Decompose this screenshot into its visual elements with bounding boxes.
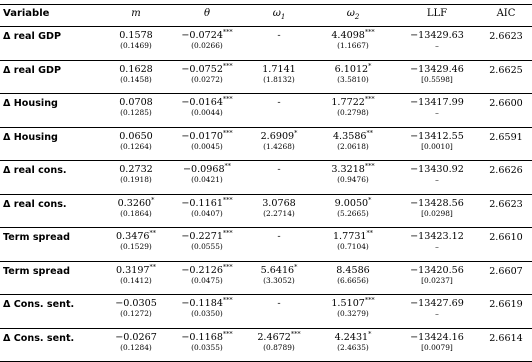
estimate-m	[119, 131, 153, 142]
stderr-theta: (0.0045)	[191, 141, 223, 151]
estimate-value: −13423.12	[410, 231, 464, 242]
cell-theta	[168, 60, 246, 94]
estimate-llf	[410, 198, 464, 209]
aic-value: 2.6610	[480, 228, 532, 262]
estimate-theta	[181, 231, 232, 242]
estimate-llf	[410, 332, 464, 343]
significance-stars: *	[294, 128, 298, 137]
significance-stars: *	[368, 329, 372, 338]
cell-w2	[312, 127, 394, 161]
stderr-w2: (0.9476)	[337, 175, 369, 184]
cell-w2	[312, 328, 394, 362]
cell-w1	[246, 60, 312, 94]
estimate-value: −0.2271	[181, 231, 223, 242]
stderr-w2: (2.0618)	[337, 141, 369, 151]
estimate-value: −13412.55	[410, 130, 464, 142]
cell-w2	[312, 295, 394, 329]
estimate-theta	[181, 262, 233, 276]
variable-label: Term spread	[0, 261, 104, 295]
significance-stars: *	[368, 195, 372, 204]
stderr-theta: (0.0266)	[191, 41, 223, 50]
estimate-w2	[331, 298, 374, 309]
estimate-w1	[277, 164, 280, 175]
significance-stars: ***	[290, 329, 301, 338]
cell-w2	[312, 60, 394, 94]
aic-value: 2.6619	[480, 295, 532, 329]
col-header-omega1: $\omega_1$	[246, 5, 312, 27]
significance-stars: **	[366, 128, 374, 137]
estimate-value: −13417.99	[410, 97, 464, 108]
stderr-theta: (0.0272)	[191, 74, 223, 84]
stderr-m: (0.1918)	[120, 175, 152, 184]
estimate-value: 1.7731	[332, 231, 367, 242]
cell-w1	[246, 161, 312, 195]
estimate-m	[115, 332, 157, 343]
estimate-value: −13420.56	[410, 264, 464, 276]
cell-theta	[168, 27, 246, 61]
cell-m	[104, 127, 168, 161]
stderr-llf: [0.0237]	[421, 275, 453, 285]
stderr-w1: (2.2714)	[263, 208, 295, 218]
estimate-value: -	[277, 231, 281, 242]
estimate-value: -	[277, 298, 281, 309]
significance-stars: ***	[364, 95, 375, 103]
table-row	[0, 27, 532, 61]
cell-llf	[394, 94, 480, 128]
stderr-w1: (3.3052)	[263, 275, 295, 285]
estimate-w2	[334, 61, 372, 75]
estimate-value: −13424.16	[410, 331, 464, 343]
cell-w2	[312, 261, 394, 295]
estimate-w1	[277, 298, 280, 309]
col-header-theta: θ	[168, 5, 246, 27]
stderr-m: (0.1469)	[120, 41, 152, 50]
stderr-m: (0.1285)	[120, 108, 152, 117]
variable-label: Δ real GDP	[0, 27, 104, 61]
estimate-value: 0.1578	[119, 30, 153, 41]
significance-stars: ***	[364, 296, 375, 304]
aic-value: 2.6607	[480, 261, 532, 295]
stderr-w2: (0.3279)	[337, 309, 369, 318]
aic-value: 2.6623	[480, 27, 532, 61]
header-row	[0, 5, 532, 27]
stderr-m: (0.1864)	[120, 208, 152, 218]
significance-stars: ***	[222, 296, 233, 304]
aic-value: 2.6625	[480, 60, 532, 94]
estimate-value: 4.4098	[331, 30, 365, 41]
estimate-value: 0.0708	[119, 97, 153, 108]
estimate-w1	[257, 329, 301, 343]
significance-stars: **	[366, 229, 374, 237]
estimate-m	[117, 195, 155, 209]
table-row	[0, 194, 532, 228]
estimate-llf	[410, 131, 464, 142]
estimate-value: 0.3260	[117, 197, 152, 209]
stderr-theta: (0.0475)	[191, 275, 223, 285]
estimate-m	[115, 298, 157, 309]
stderr-theta: (0.0407)	[191, 208, 223, 218]
estimate-llf	[410, 64, 464, 75]
estimate-value: 0.0650	[119, 130, 153, 142]
stderr-w2: (0.2798)	[337, 108, 369, 117]
estimate-value: 4.3586	[332, 130, 367, 142]
estimate-value: 4.2431	[334, 331, 369, 343]
cell-w2	[312, 94, 394, 128]
estimate-value: −13427.69	[410, 298, 464, 309]
estimate-w2	[336, 265, 370, 276]
estimate-w1	[277, 97, 280, 108]
estimate-m	[116, 231, 156, 242]
estimate-theta	[181, 298, 232, 309]
table-row	[0, 295, 532, 329]
stderr-m: (0.1264)	[120, 141, 152, 151]
stderr-llf: [0.0298]	[421, 208, 453, 218]
table-row	[0, 94, 532, 128]
estimate-value: 1.7141	[262, 63, 296, 75]
cell-m	[104, 194, 168, 228]
estimate-value: 0.1628	[119, 63, 153, 75]
significance-stars: **	[149, 262, 157, 271]
significance-stars: ***	[364, 162, 375, 170]
estimate-value: −0.0305	[115, 298, 157, 309]
cell-llf	[394, 161, 480, 195]
table-row	[0, 60, 532, 94]
cell-llf	[394, 194, 480, 228]
stderr-llf: –	[435, 175, 439, 184]
stderr-llf: –	[435, 41, 439, 50]
cell-w2	[312, 161, 394, 195]
estimate-value: 0.3197	[115, 264, 150, 276]
cell-theta	[168, 228, 246, 262]
aic-value: 2.6591	[480, 127, 532, 161]
cell-llf	[394, 60, 480, 94]
estimate-value: 0.3476	[115, 231, 150, 242]
estimate-theta	[181, 61, 233, 75]
estimate-m	[119, 30, 153, 41]
estimate-w1	[262, 64, 296, 75]
stderr-w1: (0.8789)	[263, 342, 295, 352]
significance-stars: ***	[364, 28, 375, 36]
estimate-llf	[410, 164, 464, 175]
estimate-theta	[181, 329, 233, 343]
cell-w1	[246, 94, 312, 128]
stderr-w2: (5.2665)	[337, 208, 369, 218]
aic-value: 2.6614	[480, 328, 532, 362]
regression-table	[0, 4, 532, 362]
significance-stars: ***	[222, 229, 233, 237]
estimate-value: −13430.92	[410, 164, 464, 175]
stderr-m: (0.1284)	[120, 342, 152, 352]
estimate-m	[119, 64, 153, 75]
estimate-value: −13428.56	[410, 197, 464, 209]
estimate-value: -	[277, 97, 281, 108]
table-row	[0, 161, 532, 195]
estimate-value: −0.0267	[115, 331, 157, 343]
estimate-value: -	[277, 30, 281, 41]
table-row	[0, 328, 532, 362]
estimate-value: −0.0968	[182, 164, 225, 175]
stderr-m: (0.1272)	[120, 309, 152, 318]
significance-stars: **	[224, 162, 232, 170]
cell-theta	[168, 328, 246, 362]
estimate-w2	[332, 128, 374, 142]
estimate-value: 0.2732	[119, 164, 153, 175]
stderr-llf: –	[435, 108, 439, 117]
variable-label: Δ real GDP	[0, 60, 104, 94]
cell-llf	[394, 295, 480, 329]
estimate-value: −0.1161	[181, 197, 223, 209]
stderr-w2: (6.6656)	[337, 275, 369, 285]
cell-m	[104, 27, 168, 61]
variable-label: Δ Cons. sent.	[0, 328, 104, 362]
significance-stars: ***	[222, 28, 233, 36]
cell-m	[104, 228, 168, 262]
estimate-value: −13429.46	[410, 63, 464, 75]
estimate-theta	[181, 128, 233, 142]
cell-theta	[168, 295, 246, 329]
cell-m	[104, 94, 168, 128]
cell-m	[104, 161, 168, 195]
estimate-value: −0.2126	[181, 264, 223, 276]
estimate-w2	[334, 329, 372, 343]
cell-w1	[246, 194, 312, 228]
estimate-value: 9.0050	[334, 197, 369, 209]
significance-stars: ***	[222, 329, 233, 338]
significance-stars: *	[294, 262, 298, 271]
significance-stars: **	[149, 229, 157, 237]
estimate-w2	[331, 164, 374, 175]
estimate-value: −0.0170	[181, 130, 223, 142]
estimate-value: 6.1012	[334, 63, 369, 75]
estimate-theta	[181, 30, 232, 41]
stderr-llf: [0.0079]	[421, 342, 453, 352]
estimate-theta	[183, 164, 231, 175]
stderr-w1: (1.8132)	[263, 74, 295, 84]
estimate-w1	[277, 30, 280, 41]
cell-w1	[246, 261, 312, 295]
cell-theta	[168, 161, 246, 195]
estimate-llf	[410, 231, 464, 242]
estimate-w1	[277, 231, 280, 242]
estimate-value: 1.7722	[331, 97, 365, 108]
stderr-llf: [0.5598]	[421, 74, 453, 84]
cell-m	[104, 295, 168, 329]
significance-stars: ***	[222, 262, 233, 271]
stderr-llf: [0.0010]	[421, 141, 453, 151]
stderr-w2: (1.1667)	[337, 41, 369, 50]
stderr-m: (0.1412)	[120, 275, 152, 285]
cell-w1	[246, 295, 312, 329]
stderr-m: (0.1458)	[120, 74, 152, 84]
estimate-value: 5.6416	[260, 264, 295, 276]
estimate-value: -	[277, 164, 281, 175]
cell-llf	[394, 127, 480, 161]
aic-value: 2.6600	[480, 94, 532, 128]
estimate-value: 1.5107	[331, 298, 365, 309]
cell-llf	[394, 27, 480, 61]
cell-theta	[168, 127, 246, 161]
col-header-variable: Variable	[0, 5, 104, 27]
estimate-w2	[331, 30, 374, 41]
estimate-value: 2.6909	[260, 130, 295, 142]
cell-llf	[394, 228, 480, 262]
estimate-value: 8.4586	[336, 264, 370, 276]
estimate-theta	[181, 195, 233, 209]
estimate-llf	[410, 97, 464, 108]
estimate-w2	[333, 231, 373, 242]
estimate-value: −0.1168	[181, 331, 223, 343]
stderr-w2: (2.4635)	[337, 342, 369, 352]
cell-w1	[246, 127, 312, 161]
cell-llf	[394, 261, 480, 295]
estimate-value: 3.0768	[262, 197, 296, 209]
estimate-w2	[331, 97, 374, 108]
cell-w1	[246, 328, 312, 362]
stderr-theta: (0.0555)	[191, 242, 223, 251]
significance-stars: *	[368, 61, 372, 70]
estimate-m	[119, 97, 153, 108]
estimate-llf	[410, 30, 464, 41]
stderr-m: (0.1529)	[120, 242, 152, 251]
estimate-value: −0.1184	[181, 298, 223, 309]
stderr-llf: –	[435, 309, 439, 318]
stderr-w1: (1.4268)	[263, 141, 295, 151]
estimate-value: 3.3218	[331, 164, 365, 175]
estimate-m	[115, 262, 157, 276]
cell-w2	[312, 27, 394, 61]
significance-stars: ***	[222, 128, 233, 137]
cell-m	[104, 328, 168, 362]
cell-llf	[394, 328, 480, 362]
cell-m	[104, 261, 168, 295]
estimate-w1	[262, 198, 296, 209]
cell-w2	[312, 228, 394, 262]
estimate-value: −0.0752	[181, 63, 223, 75]
stderr-llf: –	[435, 242, 439, 251]
cell-m	[104, 60, 168, 94]
significance-stars: ***	[222, 61, 233, 70]
table-row	[0, 127, 532, 161]
stderr-theta: (0.0421)	[191, 175, 223, 184]
stderr-w2: (0.7104)	[337, 242, 369, 251]
estimate-w2	[334, 195, 372, 209]
variable-label: Δ Cons. sent.	[0, 295, 104, 329]
estimate-value: −0.0724	[181, 30, 223, 41]
cell-w2	[312, 194, 394, 228]
cell-theta	[168, 94, 246, 128]
estimate-llf	[410, 298, 464, 309]
cell-theta	[168, 261, 246, 295]
stderr-theta: (0.0044)	[191, 108, 223, 117]
variable-label: Δ Housing	[0, 127, 104, 161]
col-header-aic: AIC	[480, 5, 532, 27]
stderr-theta: (0.0355)	[191, 342, 223, 352]
variable-label: Δ real cons.	[0, 161, 104, 195]
variable-label: Δ Housing	[0, 94, 104, 128]
table-row	[0, 228, 532, 262]
col-header-llf: LLF	[394, 5, 480, 27]
estimate-value: −13429.63	[410, 30, 464, 41]
variable-label: Term spread	[0, 228, 104, 262]
aic-value: 2.6626	[480, 161, 532, 195]
estimate-value: 2.4672	[257, 331, 291, 343]
stderr-w2: (3.5810)	[337, 74, 369, 84]
estimate-value: −0.0164	[181, 97, 223, 108]
cell-w1	[246, 228, 312, 262]
col-header-omega2: $\omega_2$	[312, 5, 394, 27]
estimate-theta	[181, 97, 232, 108]
estimate-llf	[410, 265, 464, 276]
table-body	[0, 27, 532, 362]
col-header-m: m	[104, 5, 168, 27]
stderr-theta: (0.0350)	[191, 309, 223, 318]
aic-value: 2.6623	[480, 194, 532, 228]
significance-stars: *	[151, 195, 155, 204]
cell-theta	[168, 194, 246, 228]
significance-stars: ***	[222, 195, 233, 204]
estimate-w1	[260, 128, 298, 142]
cell-w1	[246, 27, 312, 61]
estimate-w1	[260, 262, 298, 276]
estimate-m	[119, 164, 153, 175]
significance-stars: ***	[222, 95, 233, 103]
variable-label: Δ real cons.	[0, 194, 104, 228]
table-row	[0, 261, 532, 295]
